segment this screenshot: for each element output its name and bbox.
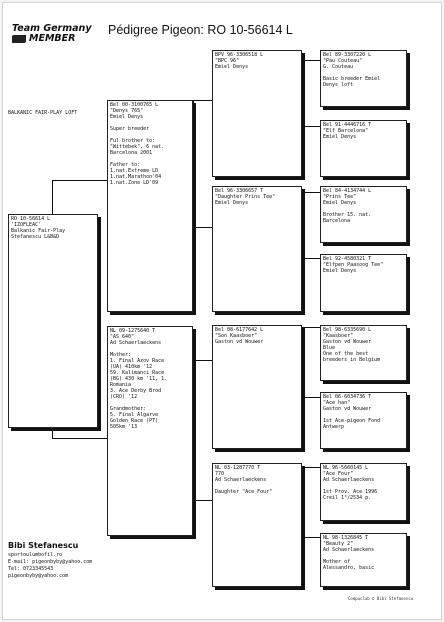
card-line: "Denys 765" xyxy=(110,108,144,114)
pigeon-card-sire-sire-sire xyxy=(320,50,407,107)
ring-number: Bel 08-6177642 L xyxy=(215,327,264,333)
card-line: "Ace Four" xyxy=(323,471,354,477)
card-line: "Ace han" xyxy=(323,400,351,406)
card-line: Gaston vd Wouwer xyxy=(323,339,372,345)
card-line: Grandmother: xyxy=(110,406,147,412)
card-line: "BPC 96" xyxy=(215,58,240,64)
card-line: Barcelona xyxy=(323,218,351,224)
card-line: Emiel Denys xyxy=(323,268,357,274)
card-line: "Daughter Prins Tee" xyxy=(215,194,276,200)
pigeon-card-sire-sire-dam xyxy=(320,120,407,177)
pigeon-card-dam-dam-sire xyxy=(320,463,407,521)
card-line: Ad Schaerlaeckens xyxy=(323,477,375,483)
connector-sire-v xyxy=(193,100,194,227)
pigeon-card-sire-dam xyxy=(212,186,302,312)
card-line: 5. Final Algarve xyxy=(110,412,159,418)
phone-line: Tel: 0723345543 xyxy=(8,566,54,572)
page-title: Pédigree Pigeon: RO 10-56614 L xyxy=(108,23,293,37)
card-line: 770 xyxy=(215,471,225,477)
ring-number: NL 03-1287770 T xyxy=(215,465,261,471)
card-line: "Wittebek", 6 nat. xyxy=(110,144,165,150)
card-line: "Elf Barcelona" xyxy=(323,128,369,134)
card-line: Basic breeder Emiel xyxy=(323,76,381,82)
connector-dd-v xyxy=(302,467,303,537)
card-line: 1st Ace-pigeon Fond xyxy=(323,418,381,424)
logo-line-member: MEMBER xyxy=(29,33,76,44)
connector-dd-dds xyxy=(302,467,320,468)
pigeon-card-dam-sire-dam xyxy=(320,392,407,449)
card-line: Blue xyxy=(323,345,336,351)
card-line: One of the best xyxy=(323,351,369,357)
card-line: Antwerp xyxy=(323,424,345,430)
footer-credit: Compuclub © Bibi Stefanescu xyxy=(348,596,414,601)
ring-number: Bel 98-6335690 L xyxy=(323,327,372,333)
card-line: 1st Prov. Ace 1996 xyxy=(323,489,378,495)
card-line: Emiel Denys xyxy=(110,114,144,120)
card-line: "Kaasboer" xyxy=(323,333,354,339)
connector-ds-dsd xyxy=(302,397,320,398)
ring-number: BPV 96-3306518 L xyxy=(215,52,264,58)
pigeon-card-sire-dam-dam xyxy=(320,254,407,312)
connector-sire-sd xyxy=(193,227,212,228)
card-line: Father to: xyxy=(110,162,141,168)
card-line: Super breeder xyxy=(110,126,150,132)
connector-sire-ss xyxy=(193,100,212,101)
card-line: breeders in Belgium xyxy=(323,357,381,363)
email-line-secondary[interactable]: pigeonbyby@yahoo.com xyxy=(8,573,69,579)
team-germany-logo xyxy=(12,24,92,44)
ring-number: Bel 92-4580321 T xyxy=(323,256,372,262)
card-line: Mother of xyxy=(323,559,351,565)
card-line: 1.nat.Marathon'04 xyxy=(110,174,162,180)
card-line: Emiel Denys xyxy=(215,200,249,206)
breeder-name: Bibi Stefanescu xyxy=(8,541,79,550)
card-line: 1. Final Azov Race xyxy=(110,358,165,364)
card-line: Golden Race (PT) xyxy=(110,418,159,424)
card-line: Ful brother to: xyxy=(110,138,156,144)
card-line: 1.nat.Zone LD'09 xyxy=(110,180,159,186)
pigeon-card-sire xyxy=(107,100,193,312)
contact-block xyxy=(8,541,92,580)
card-line: Denys loft xyxy=(323,82,354,88)
ring-number: Bel 06-6034736 T xyxy=(323,394,372,400)
pigeon-card-dam-dam xyxy=(212,463,302,587)
connector-dd-ddd xyxy=(302,537,320,538)
pigeon-card-subject xyxy=(8,214,98,428)
card-line: "Prins Tee" xyxy=(323,194,357,200)
ring-number: NL 98-1326845 T xyxy=(323,535,369,541)
connector-ds-dss xyxy=(302,327,320,328)
connector-subject-dam xyxy=(52,428,53,438)
card-line: (BG) 430 km '11, 1. xyxy=(110,376,168,382)
connector-ss-sss xyxy=(302,60,320,61)
card-line: "Pau Couteau" xyxy=(323,58,363,64)
ring-number: Bel 96-3306657 T xyxy=(215,188,264,194)
pigeon-card-dam-sire xyxy=(212,325,302,449)
card-line: Gaston vd Wouwer xyxy=(323,406,372,412)
card-line: Ad Schaerlaeckens xyxy=(215,477,267,483)
card-line: "Elfpen Paasoog Tee" xyxy=(323,262,384,268)
ring-number: Bel 00-3100765 L xyxy=(110,102,159,108)
card-line: 'IZOFLEAC' xyxy=(11,222,42,228)
card-line: Emiel Denys xyxy=(323,200,357,206)
card-line: Ad Schaerlaeckens xyxy=(323,547,375,553)
connector-ss-v xyxy=(302,60,303,126)
card-line: G. Couteau xyxy=(323,64,354,70)
ring-number: NL 09-1275640 T xyxy=(110,328,156,334)
connector-ds-v xyxy=(302,327,303,397)
ring-number: Bel 84-4134744 L xyxy=(323,188,372,194)
card-line: "Beauty 2" xyxy=(323,541,354,547)
card-line: Romania xyxy=(110,382,132,388)
website-link[interactable]: sportoulumbofil.ro xyxy=(8,552,63,558)
connector-subject-sire xyxy=(52,180,53,214)
connector-dam-ds xyxy=(193,360,212,361)
connector-sd-sdd xyxy=(302,258,320,259)
card-line: 59. Kalimanci Race xyxy=(110,370,165,376)
ring-number: RO 10-56614 L xyxy=(11,216,51,222)
connector-dam-dd xyxy=(193,500,212,501)
card-line: Stefanescu L&B&D xyxy=(11,234,60,240)
pigeon-card-sire-sire xyxy=(212,50,302,177)
connector-subject-sire-h xyxy=(52,180,107,181)
pigeon-card-dam-sire-sire xyxy=(320,325,407,381)
logo-line-team: Team Germany xyxy=(12,23,92,34)
card-line: Brother 15. nat. xyxy=(323,212,372,218)
card-line: 505km '13 xyxy=(110,424,138,430)
ring-number: NL 96-5660145 L xyxy=(323,465,369,471)
card-line: Gaston vd Wouwer xyxy=(215,339,264,345)
card-line: Creil 1°/2534 p. xyxy=(323,495,372,501)
card-line: "Son Kaasboer" xyxy=(215,333,258,339)
card-line: Barcelona 2001 xyxy=(110,150,153,156)
card-line: Mother: xyxy=(110,352,132,358)
pigeon-card-dam-dam-dam xyxy=(320,533,407,587)
connector-subject-dam-h xyxy=(52,438,107,439)
card-line: 1.nat.Extreme LD xyxy=(110,168,159,174)
loft-name: BALKANIC FAIR-PLAY LOFT xyxy=(8,110,78,116)
card-line: Alessandro, basic xyxy=(323,565,375,571)
logo-badge-icon xyxy=(12,35,26,43)
connector-dam-v xyxy=(193,360,194,500)
card-line: "AS 640" xyxy=(110,334,135,340)
ring-number: Bel 89-3307220 L xyxy=(323,52,372,58)
card-line: Emiel Denys xyxy=(215,64,249,70)
connector-ss-ssd xyxy=(302,126,320,127)
pigeon-card-sire-dam-sire xyxy=(320,186,407,243)
pigeon-card-dam xyxy=(107,326,193,536)
ring-number: Bel 91-4446716 T xyxy=(323,122,372,128)
card-line: Emiel Denys xyxy=(323,134,357,140)
card-line: Balkanic Fair-Play xyxy=(11,228,66,234)
card-line: Ad Schaerlaeckens xyxy=(110,340,162,346)
card-line: 3. Ace Derby Brod xyxy=(110,388,162,394)
card-line: (CRO) '12 xyxy=(110,394,138,400)
connector-sd-sds xyxy=(302,192,320,193)
card-line: (UA) 410km '12 xyxy=(110,364,153,370)
email-line[interactable]: E-mail: pigeonbyby@yahoo.com xyxy=(8,559,93,565)
card-line: Daughter "Ace Four" xyxy=(215,489,273,495)
connector-sd-v xyxy=(302,192,303,258)
